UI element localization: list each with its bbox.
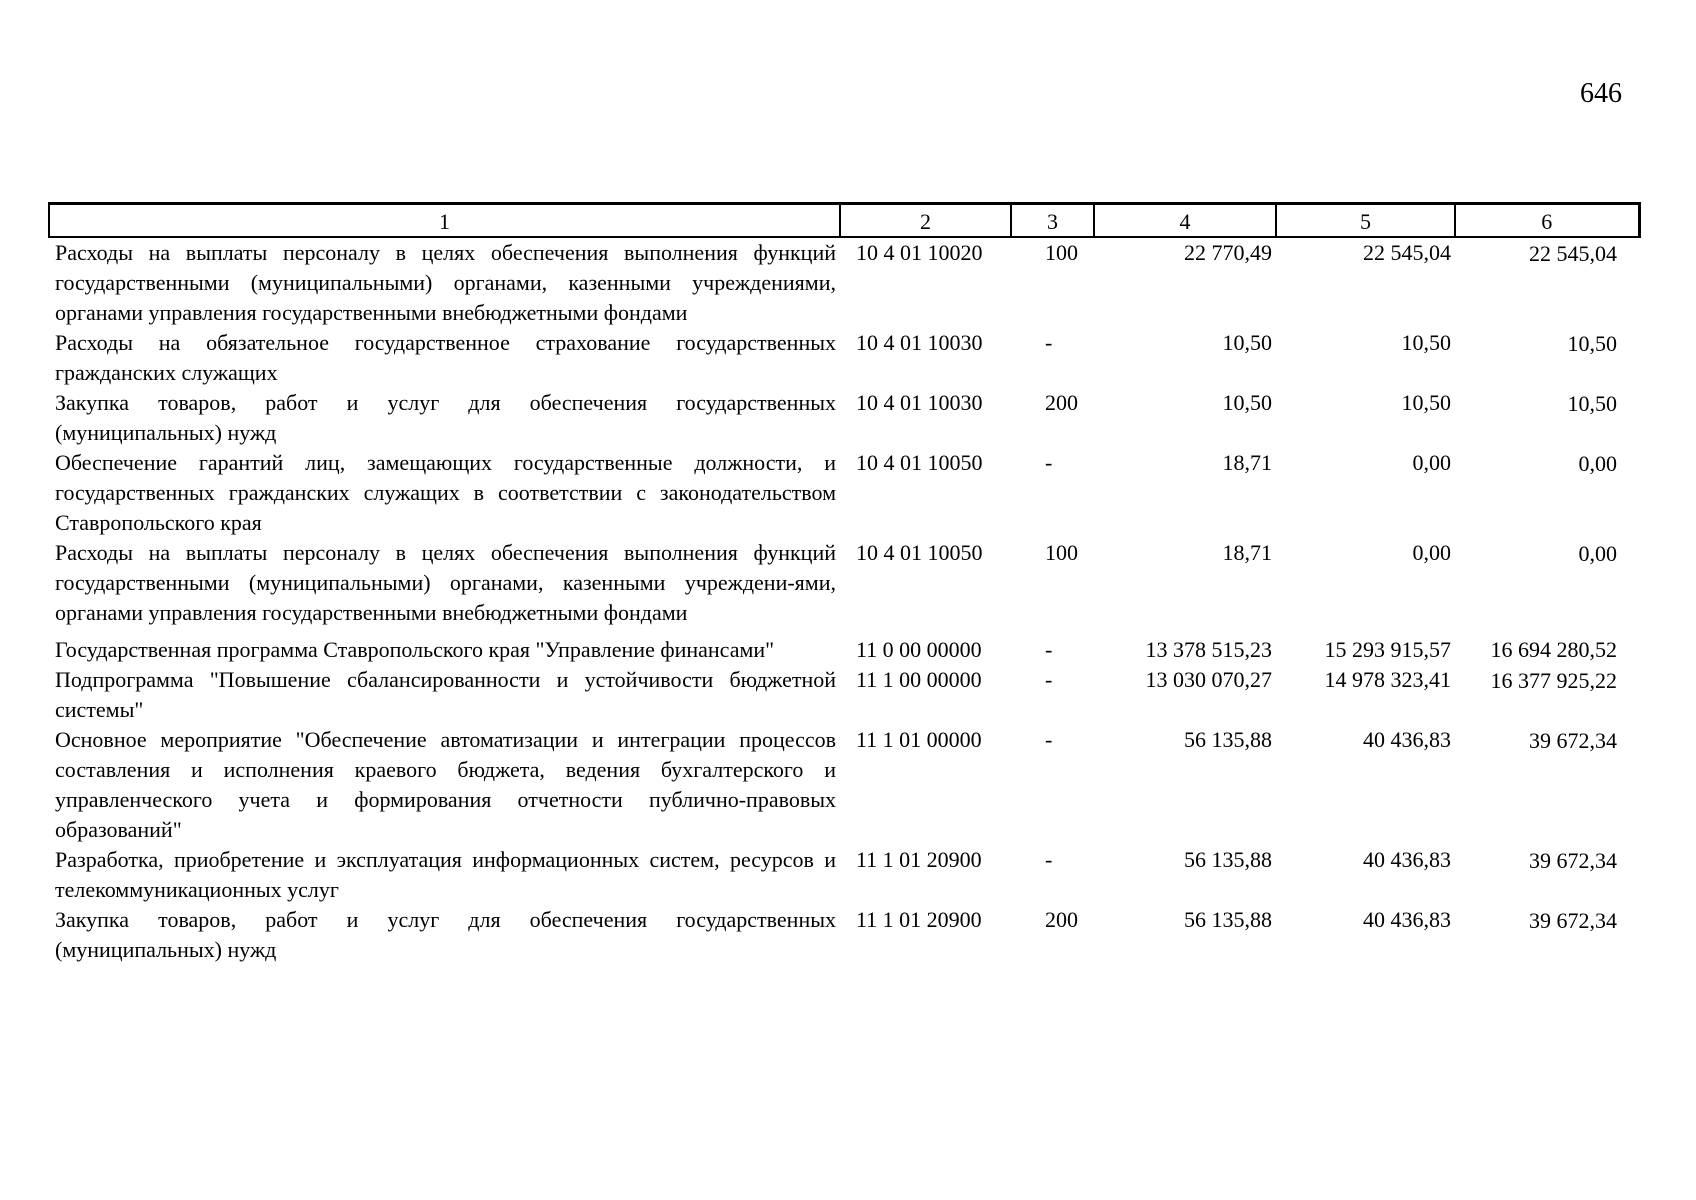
target-code-cell: 10 4 01 10030 [856,330,983,355]
amount-cell: 18,71 [1222,450,1272,475]
expense-name-cell: Закупка товаров, работ и услуг для обеспечения государственных (муниципальных) нужд [55,390,836,445]
target-code-cell: 11 1 00 00000 [856,667,982,692]
table-row [49,448,1639,538]
expense-type-cell: - [1045,450,1053,475]
budget-table [48,202,1641,965]
amount-cell: 13 378 515,23 [1145,637,1272,662]
table-row [49,725,1639,845]
amount-cell: 10,50 [1401,390,1451,415]
table-header-row [49,204,1639,238]
table-row [49,538,1639,628]
amount-cell: 22 545,04 [1529,241,1617,266]
amount-cell: 39 672,34 [1529,848,1617,873]
target-code-cell: 11 1 01 20900 [856,847,982,872]
amount-cell: 0,00 [1578,541,1617,566]
expense-name-cell: Основное мероприятие "Обеспечение автоматизации и интеграции процессов составления и исполнения краевого бюджета, ведения бухгалтерского и управленческого учета и формирования отчетности публично-правовых образований" [55,727,836,842]
table-row [49,665,1639,725]
amount-cell: 40 436,83 [1363,847,1451,872]
expense-name-cell: Разработка, приобретение и эксплуатация информационных систем, ресурсов и телекоммуникационных услуг [55,847,836,902]
column-header: 2 [840,204,1011,238]
amount-cell: 16 377 925,22 [1490,668,1617,693]
amount-cell: 39 672,34 [1529,908,1617,933]
table-row [49,845,1639,905]
amount-cell: 40 436,83 [1363,907,1451,932]
expense-name-cell: Обеспечение гарантий лиц, замещающих государственные должности, и государственных гражданских служащих в соответствии с законодательством Ставропольского края [55,450,836,535]
amount-cell: 22 545,04 [1363,240,1451,265]
amount-cell: 16 694 280,52 [1490,637,1617,662]
amount-cell: 22 770,49 [1184,240,1272,265]
table-row [49,237,1639,328]
expense-type-cell: 200 [1045,907,1078,932]
expense-type-cell: 200 [1045,390,1078,415]
amount-cell: 0,00 [1412,450,1451,475]
target-code-cell: 11 1 01 00000 [856,727,982,752]
target-code-cell: 11 1 01 20900 [856,907,982,932]
table-row [49,328,1639,388]
expense-type-cell: 100 [1045,540,1078,565]
expense-name-cell: Расходы на выплаты персоналу в целях обеспечения выполнения функций государственными (муниципальными) органами, казенными учреждениями, органами управления государственными внебюджетными фондами [55,240,836,325]
amount-cell: 56 135,88 [1184,727,1272,752]
target-code-cell: 10 4 01 10050 [856,540,983,565]
expense-type-cell: - [1045,667,1053,692]
column-header: 1 [49,204,840,238]
amount-cell: 18,71 [1222,540,1272,565]
column-header: 4 [1094,204,1276,238]
amount-cell: 10,50 [1222,330,1272,355]
amount-cell: 10,50 [1222,390,1272,415]
expense-type-cell: 100 [1045,240,1078,265]
expense-name-cell: Расходы на выплаты персоналу в целях обеспечения выполнения функций государственными (муниципальными) органами, казенными учреждени-ями, органами управления государственными внебюджетными фондами [55,540,836,625]
expense-type-cell: - [1045,847,1053,872]
expense-type-cell: - [1045,330,1053,355]
amount-cell: 56 135,88 [1184,907,1272,932]
amount-cell: 10,50 [1401,330,1451,355]
amount-cell: 0,00 [1578,451,1617,476]
expense-name-cell: Государственная программа Ставропольского края "Управление финансами" [55,637,775,662]
target-code-cell: 10 4 01 10030 [856,390,983,415]
table-row [49,628,1639,665]
expense-type-cell: - [1045,637,1053,662]
table-row [49,905,1639,965]
amount-cell: 56 135,88 [1184,847,1272,872]
amount-cell: 10,50 [1567,391,1617,416]
expense-name-cell: Закупка товаров, работ и услуг для обеспечения государственных (муниципальных) нужд [55,907,836,962]
target-code-cell: 10 4 01 10050 [856,450,983,475]
amount-cell: 15 293 915,57 [1324,637,1451,662]
column-header: 3 [1011,204,1094,238]
expense-name-cell: Расходы на обязательное государственное страхование государственных гражданских служащих [55,330,836,385]
target-code-cell: 10 4 01 10020 [856,240,983,265]
amount-cell: 14 978 323,41 [1324,667,1451,692]
page-number: 646 [1580,78,1622,109]
expense-name-cell: Подпрограмма "Повышение сбалансированности и устойчивости бюджетной системы" [55,667,836,722]
amount-cell: 13 030 070,27 [1145,667,1272,692]
column-header: 6 [1455,204,1639,238]
amount-cell: 10,50 [1567,331,1617,356]
column-header: 5 [1276,204,1455,238]
amount-cell: 40 436,83 [1363,727,1451,752]
expense-type-cell: - [1045,727,1053,752]
amount-cell: 39 672,34 [1529,728,1617,753]
amount-cell: 0,00 [1412,540,1451,565]
table-row [49,388,1639,448]
target-code-cell: 11 0 00 00000 [856,637,982,662]
